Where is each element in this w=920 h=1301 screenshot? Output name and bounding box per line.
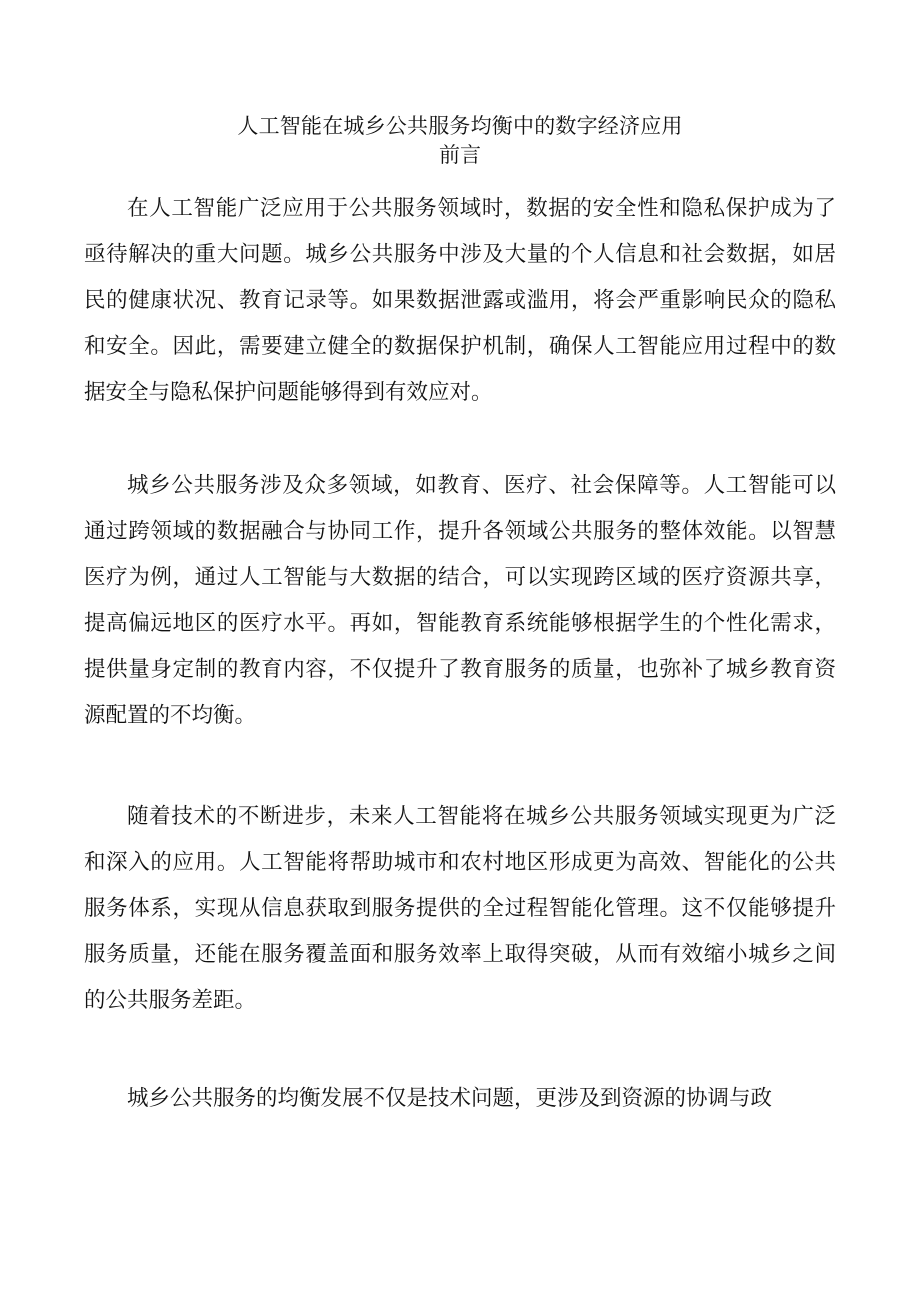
paragraph-future-applications: 随着技术的不断进步，未来人工智能将在城乡公共服务领域实现更为广泛和深入的应用。人工智能将帮助城市和农村地区形成更为高效、智能化的公共服务体系，实现从信息获取到服务提供的全过程智能化管理。这不仅能够提升服务质量，还能在服务覆盖面和服务效率上取得突破，从而有效缩小城乡之间的公共服务差距。 [84, 804, 836, 1013]
paragraph-data-privacy: 在人工智能广泛应用于公共服务领域时，数据的安全性和隐私保护成为了亟待解决的重大问题。城乡公共服务中涉及大量的个人信息和社会数据，如居民的健康状况、教育记录等。如果数据泄露或滥用，将会严重影响民众的隐私和安全。因此，需要建立健全的数据保护机制，确保人工智能应用过程中的数据安全与隐私保护问题能够得到有效应对。 [84, 196, 836, 405]
section-heading-preface: 前言 [439, 143, 481, 167]
paragraph-balanced-development: 城乡公共服务的均衡发展不仅是技术问题，更涉及到资源的协调与政 [127, 1086, 773, 1111]
page-title: 人工智能在城乡公共服务均衡中的数字经济应用 [237, 114, 683, 138]
paragraph-cross-domain-services: 城乡公共服务涉及众多领域，如教育、医疗、社会保障等。人工智能可以通过跨领域的数据融合与协同工作，提升各领域公共服务的整体效能。以智慧医疗为例，通过人工智能与大数据的结合，可以实现跨区域的医疗资源共享，提高偏远地区的医疗水平。再如，智能教育系统能够根据学生的个性化需求，提供量身定制的教育内容，不仅提升了教育服务的质量，也弥补了城乡教育资源配置的不均衡。 [84, 473, 836, 728]
